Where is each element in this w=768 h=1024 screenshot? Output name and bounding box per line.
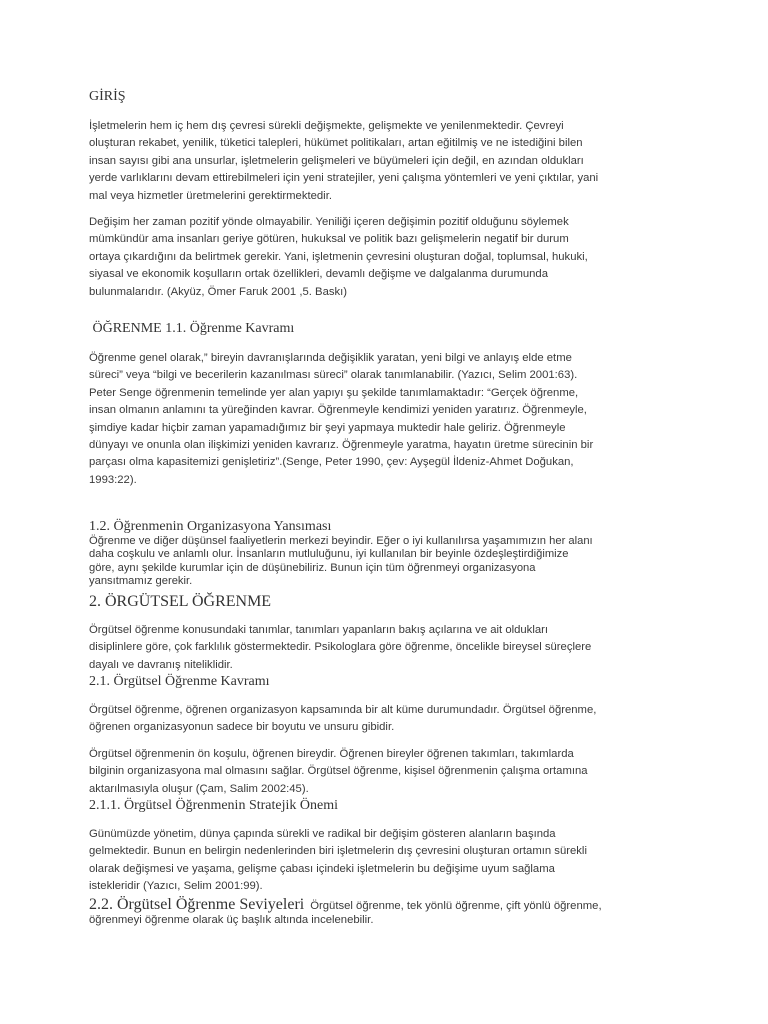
text-line: olarak değişmesi ve yaşama, gelişme çabası içindeki işletmelerin bu değişime uyum sağlama: [89, 862, 555, 875]
text-line: ortaya çıkardığını da belirtmek gerekir. Yani, işletmenin çevresini oluşturan doğal, toplumsal, hukuki,: [89, 250, 588, 263]
text-line: bulunmalarıdır. (Akyüz, Ömer Faruk 2001 ,5. Baskı): [89, 285, 348, 298]
paragraph-seviyeler: [89, 912, 677, 929]
text-line: Öğrenme genel olarak,” bireyin davranışlarında değişiklik yaratan, yeni bilgi ve anlayış elde etme: [89, 352, 572, 364]
text-line: süreci” veya “bilgi ve becerilerin kazanılması süreci” olarak tanımlanabilir. (Yazıcı, Selim 2001:63).: [89, 369, 578, 382]
paragraph-kavram-2: [89, 746, 677, 798]
text-line: disiplinlere göre, çok farklılık göstermektedir. Psikologlara göre öğrenme, öncelikle bireysel süreçlere: [89, 641, 592, 654]
text-line: yerde varlıklarını devam ettirebilmeleri için yeni stratejiler, yeni çalışma yöntemleri ve yeni çıktılar, yani: [89, 172, 599, 185]
paragraph-stratejik: [89, 826, 677, 896]
text-line: Günümüzde yönetim, dünya çapında sürekli ve radikal bir değişim gösteren alanların başında: [89, 828, 556, 840]
text-line: parçası olma kapasitemizi genişletiriz”.(Senge, Peter 1990, çev: Ayşegül İldeniz-Ahmet Doğukan,: [89, 456, 574, 469]
text-line: mal veya hizmetler üretmelerini gerektirmektedir.: [89, 189, 332, 202]
text-line: daha coşkulu ve anlamlı olur. İnsanların mutluluğunu, iyi kullanılan bir beyinle özdeşleştirdiğimize: [89, 548, 569, 561]
heading-ogrenme: ÖĞRENME 1.1. Öğrenme Kavramı: [89, 321, 295, 336]
text-line: insan sayısı gibi ana unsurlar, işletmelerin gelişmeleri ve büyümeleri için değil, en azından oldukları: [89, 154, 584, 167]
text-line: yansıtmamız gerekir.: [89, 575, 193, 588]
text-line: şimdiye kadar hiçbir zaman yapamadığımız bir şeyi yapmaya muktedir hale geliriz. Öğrenmeyle: [89, 421, 566, 434]
text-line: dayalı ve davranış niteliklidir.: [89, 658, 233, 671]
text-line: Değişim her zaman pozitif yönde olmayabilir. Yeniliği içeren değişimin pozitif olduğunu söylemek: [89, 216, 569, 228]
text-line: oluşturan rekabet, yenilik, tüketici talepleri, hükümet politikaları, artan eğitilmiş ve ne istediğini bilen: [89, 137, 583, 150]
text-line: gelmektedir. Bunun en belirgin nedenlerinden biri işletmelerin dış çevresini oluşturan ortamın sürekli: [89, 845, 587, 858]
heading-kavram: 2.1. Örgütsel Öğrenme Kavramı: [89, 674, 270, 689]
text-line: aktarılmasıyla oluşur (Çam, Salim 2002:45).: [89, 782, 309, 795]
text-line: Örgütsel öğrenme, öğrenen organizasyon kapsamında bir alt küme durumundadır. Örgütsel öğrenme,: [89, 704, 597, 716]
text-line: Peter Senge öğrenmenin temelinde yer alan yapıyı şu şekilde tanımlamaktadır: “Gerçek öğrenme,: [89, 386, 579, 399]
heading-giris: GİRİŞ: [89, 89, 126, 104]
text-line: göre, aynı şekilde kurumlar için de düşünebiliriz. Bunun için tüm öğrenmeyi organizasyona: [89, 561, 536, 574]
seviyeler-inline-text: Örgütsel öğrenme, tek yönlü öğrenme, çift yönlü öğrenme,: [310, 900, 602, 912]
text-line: dünyayı ve onunla olan ilişkimizi yeniden kavrarız. Öğrenmeyle yaratma, hayatın üretme sürecinin bir: [89, 439, 594, 452]
paragraph-yansima: [89, 535, 677, 589]
text-line: Örgütsel öğrenmenin ön koşulu, öğrenen bireydir. Öğrenen bireyler öğrenen takımları, takımlarda: [89, 748, 574, 760]
heading-stratejik: 2.1.1. Örgütsel Öğrenmenin Stratejik Önemi: [89, 798, 338, 813]
paragraph-ogrenme: [89, 350, 677, 489]
text-line: 1993:22).: [89, 473, 137, 486]
text-line: bilginin organizasyona mal olmasını sağlar. Örgütsel öğrenme, kişisel öğrenmenin çalışma ortamına: [89, 765, 588, 778]
text-line: siyasal ve ekonomik koşulların ortak özellikleri, devamlı değişme ve dalgalanma durumunda: [89, 268, 549, 281]
heading-seviyeler: 2.2. Örgütsel Öğrenme Seviyeleri: [89, 896, 305, 913]
text-line: Örgütsel öğrenme konusundaki tanımlar, tanımları yapanların bakış açılarına ve ait oldukları: [89, 624, 549, 636]
paragraph-kavram-1: [89, 702, 677, 737]
text-line: mümkündür ama insanları geriye götüren, hukuksal ve politik bazı gelişmelerin negatif bir durum: [89, 233, 569, 246]
text-line: insan olmanın anlamını ta yüreğinden kavrar. Öğrenmeyle kendimizi yeniden yaratırız. Öğrenmeyle,: [89, 404, 587, 417]
text-line: istekleridir (Yazıcı, Selim 2001:99).: [89, 880, 263, 893]
text-line: öğrenen organizasyonun sadece bir boyutu ve unsuru gibidir.: [89, 721, 395, 734]
text-line: İşletmelerin hem iç hem dış çevresi sürekli değişmekte, gelişmekte ve yenilenmektedir. Çevreyi: [89, 120, 564, 132]
paragraph-giris-2: [89, 214, 677, 301]
text-line: Öğrenme ve diğer düşünsel faaliyetlerin merkezi beyindir. Eğer o iyi kullanılırsa yaşamımızın her alanı: [89, 535, 593, 547]
text-line: öğrenmeyi öğrenme olarak üç başlık altında incelenebilir.: [89, 914, 374, 926]
heading-orgutsel: 2. ÖRGÜTSEL ÖĞRENME: [89, 593, 272, 610]
paragraph-orgutsel: [89, 622, 677, 674]
paragraph-giris-1: [89, 118, 677, 205]
heading-yansima: 1.2. Öğrenmenin Organizasyona Yansıması: [89, 519, 332, 534]
